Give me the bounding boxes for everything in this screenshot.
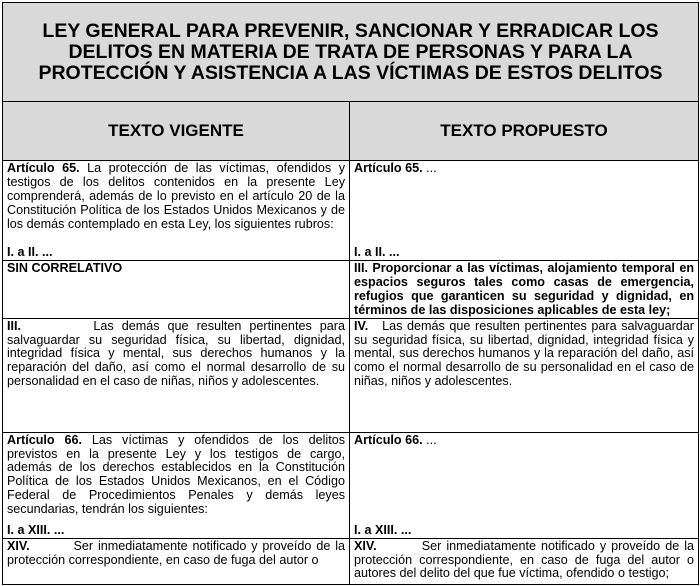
article-text: ... — [422, 432, 437, 447]
table-row — [3, 161, 699, 261]
propuesto-paragraph — [354, 162, 694, 246]
vigente-cell — [3, 538, 350, 584]
propuesto-cell — [350, 261, 699, 319]
fraction-text: Las demás que resulten pertinentes para salvaguardar su seguridad física, su libertad, dignidad, integridad física y mental, sus derechos humanos y la reparación del daño, así como el normal desarrollo de su personalidad en el caso de niñas, niños y adolescentes. — [354, 318, 698, 389]
vigente-paragraph — [7, 434, 345, 524]
propuesto-cell — [350, 538, 699, 584]
article-lead: Artículo 66. — [354, 432, 423, 447]
header-texto-vigente: TEXTO VIGENTE — [3, 102, 350, 161]
article-tail: I. a XIII. ... — [7, 522, 65, 537]
fraction-lead: III. — [7, 318, 21, 333]
article-tail: I. a II. ... — [354, 245, 400, 259]
fraction-lead: XIV. — [354, 538, 377, 553]
vigente-cell — [3, 261, 350, 319]
article-text: Las víctimas y ofendidos de los delitos previstos en la presente Ley y los testigos de cargo, además de los derechos establecidos en la Constitución Política de los Estados Unidos Mexicanos, en el Código Federal de Procedimientos Penales y demás leyes secundarias, tendrán los siguientes: — [7, 432, 345, 517]
vigente-paragraph — [7, 162, 345, 246]
vigente-cell — [3, 432, 350, 538]
vigente-cell — [3, 161, 350, 261]
fraction-lead: IV. — [354, 318, 369, 333]
propuesto-cell — [350, 161, 699, 261]
propuesto-paragraph — [354, 434, 694, 524]
article-tail: I. a XIII. ... — [354, 522, 412, 537]
article-text: ... — [422, 161, 437, 175]
article-lead: Artículo 65. — [354, 161, 423, 175]
table-row — [3, 318, 699, 432]
fraction-text: Ser inmediatamente notificado y proveído de la protección correspondiente, en caso de fuga del autor o — [7, 538, 349, 567]
comparison-table — [2, 2, 699, 585]
sin-correlativo-label: SIN CORRELATIVO — [7, 261, 123, 275]
new-fraction-text: III. Proporcionar a las víctimas, alojamiento temporal en espacios seguros tales como casas de emergencia, refugios que garanticen su seguridad y dignidad, en términos de las disposiciones aplicables de esta ley; — [354, 261, 695, 317]
article-lead: Artículo 66. — [7, 432, 82, 447]
article-text: La protección de las víctimas, ofendidos y testigos de los delitos contenidos en la presente Ley comprenderá, además de lo previsto en el artículo 20 de la Constitución Política de los Estados Unidos Mexicanos y de los demás contemplado en esta Ley, los siguientes rubros: — [7, 161, 345, 231]
table-row — [3, 432, 699, 538]
vigente-cell — [3, 318, 350, 432]
fraction-lead: XIV. — [7, 538, 30, 553]
fraction-text: Ser inmediatamente notificado y proveído de la protección correspondiente, en caso de fuga del autor o autores del delito del que fue víctima, ofendido o testigo; — [354, 538, 698, 581]
propuesto-cell — [350, 318, 699, 432]
table-row — [3, 538, 699, 584]
header-texto-propuesto: TEXTO PROPUESTO — [350, 102, 699, 161]
article-lead: Artículo 65. — [7, 161, 80, 175]
fraction-text: Las demás que resulten pertinentes para salvaguardar su seguridad física, su libertad, dignidad, integridad física y mental, sus derechos humanos y la reparación del daño, así como el normal desarrollo de su personalidad en el caso de niñas, niños y adolescentes. — [7, 318, 349, 389]
law-title: LEY GENERAL PARA PREVENIR, SANCIONAR Y ERRADICAR LOS DELITOS EN MATERIA DE TRATA DE PERSONAS Y PARA LA PROTECCIÓN Y ASISTENCIA A LAS VÍCTIMAS DE ESTOS DELITOS — [3, 3, 699, 102]
propuesto-cell — [350, 432, 699, 538]
article-tail: I. a II. ... — [7, 245, 53, 259]
table-row — [3, 261, 699, 319]
